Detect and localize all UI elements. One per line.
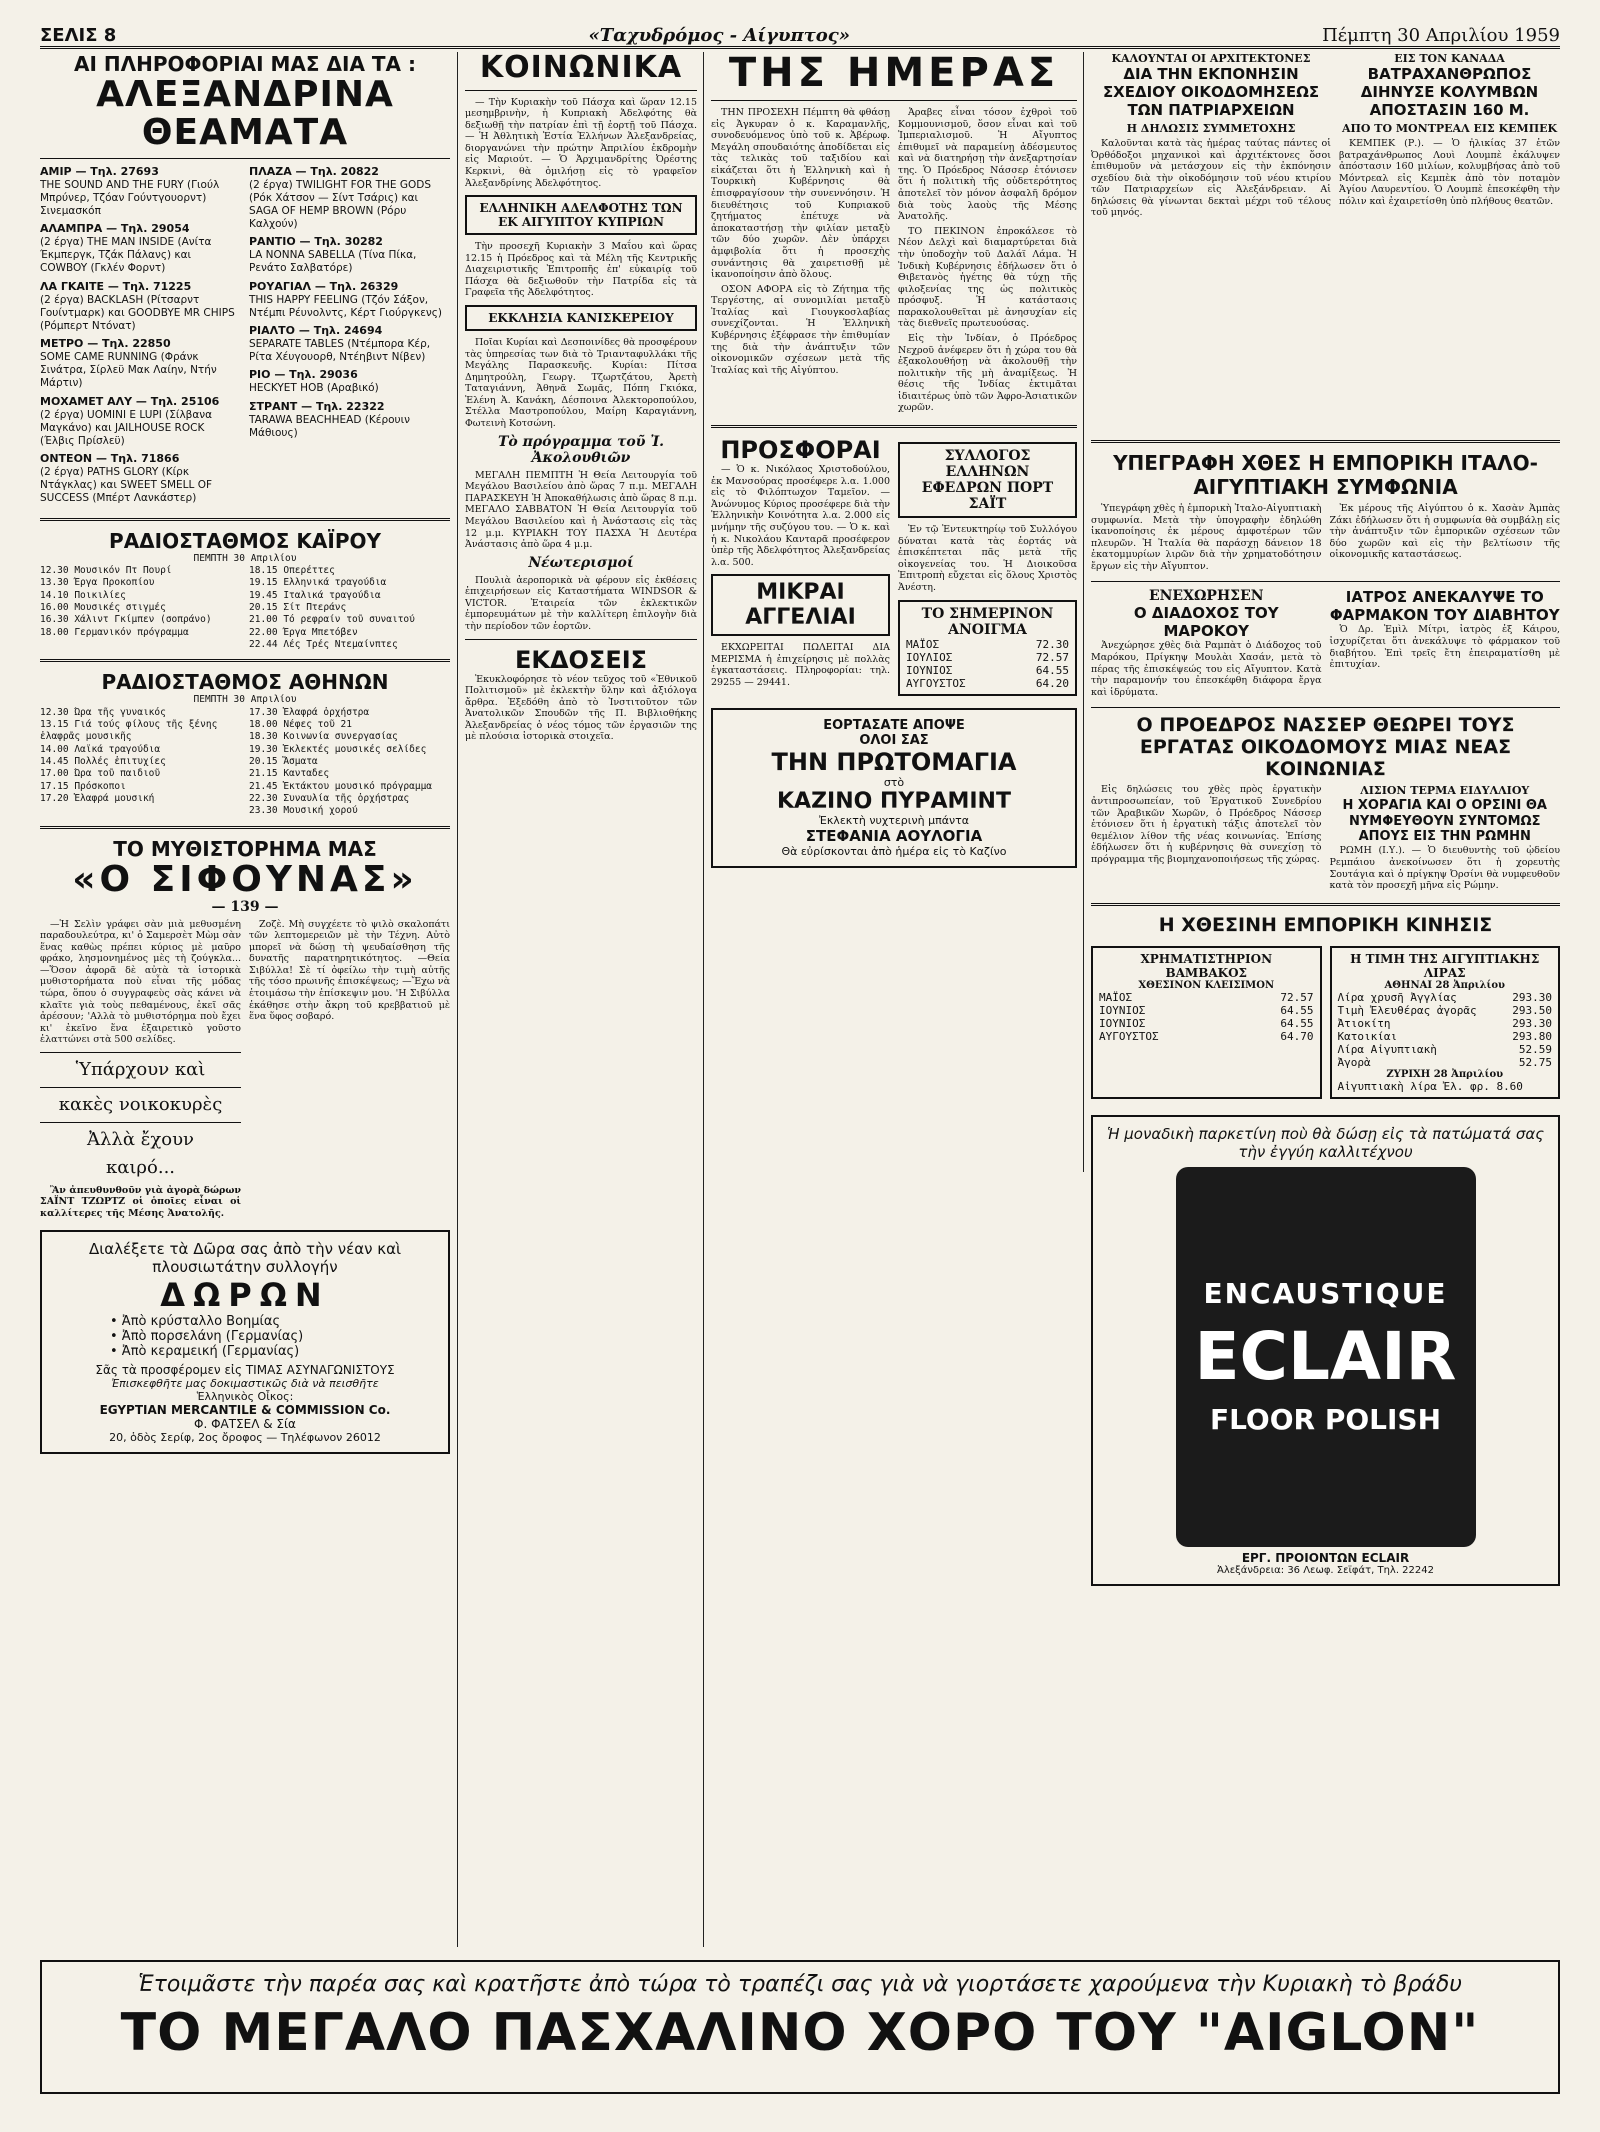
price-label: ΙΟΥΝΙΟΣ: [1099, 1016, 1146, 1030]
novel-episode: — 139 —: [211, 898, 279, 915]
nasser-headline: Ο ΠΡΟΕΔΡΟΣ ΝΑΣΣΕΡ ΘΕΩΡΕΙ ΤΟΥΣ ΕΡΓΑΤΑΣ ΟΙΚΟΔΟΜΟΥΣ ΜΙΑΣ ΝΕΑΣ ΚΟΙΝΩΝΙΑΣ: [1136, 714, 1515, 781]
frogman-kicker: ΕΙΣ ΤΟΝ ΚΑΝΑΔΑ: [1394, 52, 1505, 65]
social-text-6: Ἐκυκλοφόρησε τὸ νέον τεῦχος τοῦ «Ἐθνικοῦ Πολιτισμοῦ» μὲ ἐκλεκτὴν ὕλην καὶ ἀξιόλογα ἄρθρα. Ἐξεδόθη ἀπὸ τὸ Ἰνστιτοῦτον τῶν Ἀνατολικῶν Σπουδῶν τῆς Π. Βιβλιοθήκης Ἀλεξανδρείας ὁ νέος τόμος τῶν ἐργασιῶν της μὲ πλούσια ἱστορικὰ στοιχεῖα.: [465, 673, 697, 743]
radio-cairo-title: ΡΑΔΙΟΣΤΑΘΜΟΣ ΚΑΪΡΟΥ: [109, 528, 381, 553]
casino-ad-line4: ΣΤΕΦΑΝΙΑ ΑΟΥΛΟΓΙΑ: [805, 826, 983, 845]
eclair-word-3: FLOOR POLISH: [1209, 1403, 1442, 1437]
price-label: Ἀτιοκίτη: [1337, 1016, 1391, 1030]
of-the-day-text-2: Ἀραβες εἶναι τόσον ἐχθροὶ τοῦ Κομμουνισμοῦ, ὅσον εἶναι καὶ τοῦ Ἰμπεριαλισμοῦ. Ἡ Αἴγυπτος ἐπιθυμεῖ νὰ παραμείνῃ ἀδέσμευτος καὶ νὰ διατηρήσῃ τὴν ἀνεξαρτησίαν της. Ὁ Πρόεδρος Νάσσερ ἐτόνισεν ὅτι ἡ πολιτικὴ τῆς οὐδετερότητος ἀποτελεῖ τὸν μόνον ἀσφαλῆ δρόμον διὰ τοὺς λαοὺς τῆς Μέσης Ἀνατολῆς.: [898, 107, 1077, 223]
eclair-address: Ἀλεξάνδρεια: 36 Λεωφ. Σεϊφάτ, Τηλ. 22242: [1217, 1564, 1434, 1576]
cinema-name: ΡΙΑΛΤΟ — Τηλ. 24694: [249, 323, 383, 337]
column-frogman: [1339, 52, 1560, 432]
today-prices-list: [906, 638, 1069, 690]
price-value: 72.30: [1035, 637, 1069, 651]
architects-text: Καλοῦνται κατὰ τὰς ἡμέρας ταύτας πάντες οἱ Ὀρθόδοξοι μηχανικοὶ καὶ ἀρχιτέκτονες ὅσοι ἐπιθυμοῦν νὰ μετάσχουν εἰς τὴν ἐκπόνησιν σχεδίου διὰ τὴν οἰκοδόμησιν τοῦ νέου κτιρίου τῶν Πατριαρχείων εἰς Ἀλεξάνδρειαν. Αἱ δηλώσεις θὰ γίνωνται δεκταὶ μέχρι τοῦ τέλους τοῦ μηνός.: [1091, 138, 1331, 219]
gifts-ad-title: ΔΩΡΩΝ: [160, 1276, 330, 1315]
gifts-ad: [40, 1230, 450, 1454]
novelties-subhead: Νέωτερισμοί: [528, 554, 634, 571]
price-row: [906, 651, 1069, 664]
cinema-name: ΜΕΤΡΟ — Τηλ. 22850: [40, 337, 171, 351]
cinema-entry: [40, 452, 241, 506]
novel-text-a: —Ἡ Σελὶν γράφει σὰν μιὰ μεθυσμένη παραδουλεύτρα, κι' ὁ Σαμερσὲτ Μὼμ σὰν ἕνας καθὼς πρέπει κύριος μὲ μαῦρο φράκο, λησμονημένος μὲς τὴ ζούγκλα... —Ὅσον ἀφορᾶ δὲ αὐτὰ τὰ ἱστορικὰ μυθιστορήματα ποὺ εἶναι τῆς μόδας τώρα, ὅπου ὁ συγγραφεὺς σὰς κάνει νὰ κλαῖτε γιὰ τοὺς πεθαμένους, ἐκεῖ σᾶς ἀρέσουν; 'Αλλὰ τὸ μυθιστόρημα ποὺ ἔχει κι' ἐκεῖνο ἕνα ἐξαιρετικὸ γοῦστο ἐλαττώνει στὰ 500 σελίδες.: [40, 918, 241, 1046]
frogman-headline: ΒΑΤΡΑΧΑΝΘΡΩΠΟΣ ΔΙΗΝΥΣΕ ΚΟΛΥΜΒΩΝ ΑΠΟΣΤΑΣΙΝ 160 Μ.: [1360, 65, 1539, 119]
cotton-subtitle: ΧΘΕΣΙΝΟΝ ΚΛΕΙΣΙΜΟΝ: [1138, 979, 1275, 991]
radio-item: 14.10 Ποικιλίες: [40, 589, 126, 601]
novel-text-b: Ζοζὲ. Μὴ συγχέετε τὸ ψιλὸ σκαλοπάτι τῶν λεπτομερειῶν μὲ τὴν Τέχνη. Αὐτὸ μπορεῖ νὰ δώσῃ τὴ ψευδαίσθηση τῆς δυνατῆς παρατηρητικότητος. —Θεία Σιβύλλα! Σὲ τί ὀφείλω τὴν τιμὴ αὐτῆς τῆς τόσο πρωινῆς ἐπισκέψεως; —Ἔχω νὰ ἐτοιμάσω τὴν ἐπίσκεψιν μου. 'Η Σιβύλλα ἐκάθησε στὴν ἄκρη τοῦ κρεββατιοῦ μὲ ἕνα ὕφος σοβαρό.: [249, 918, 450, 1023]
cotton-prices: [1099, 991, 1314, 1043]
lira-subtitle: ΑΘΗΝΑΙ 28 Ἀπριλίου: [1384, 979, 1505, 991]
trade-agreement-text-a: Ὑπεγράφη χθὲς ἡ ἐμπορικὴ Ἰταλο-Αἰγυπτιακὴ συμφωνία. Μετὰ τὴν ὑπογραφὴν ἐδηλώθη ἱκανοποίησις ἐκ μέρους ἀμφοτέρων τῶν πλευρῶν. Ἡ Ἰταλία θὰ παράσχῃ δάνειον 18 ἑκατομμυρίων λιρῶν διὰ τὴν χρηματοδότησιν ἔργων εἰς τὴν Αἴγυπτον.: [1091, 503, 1322, 572]
price-label: Κατοικίαι: [1337, 1029, 1398, 1043]
gifts-ad-house: Ἑλληνικὸς Οἶκος:: [196, 1390, 294, 1404]
cinema-program: HECKYET HOB (Αραβικό): [249, 382, 379, 395]
radio-item: 18.15 Οπερέττες: [249, 564, 335, 576]
lira-title: Η ΤΙΜΗ ΤΗΣ ΑΙΓΥΠΤΙΑΚΗΣ ΛΙΡΑΣ: [1350, 951, 1540, 980]
lira-zurich: ΖΥΡΙΧΗ 28 Ἀπριλίου: [1386, 1068, 1504, 1080]
gift-item: • Ἀπὸ κρύσταλλο Βοημίας: [110, 1314, 281, 1330]
trade-agreement-text-b: Ἐκ μέρους τῆς Αἰγύπτου ὁ κ. Χασὰν Ἀμπὰς Ζάκι ἐδήλωσεν ὅτι ἡ συμφωνία θὰ συμβάλῃ εἰς τὴν ἀνάπτυξιν τῶν ἐμπορικῶν σχέσεων τῶν δύο χωρῶν καὶ εἰς τὴν βελτίωσιν τῆς οἰκονομικῆς καταστάσεως.: [1329, 503, 1560, 561]
trade-agreement-headline: ΥΠΕΓΡΑΦΗ ΧΘΕΣ Η ΕΜΠΟΡΙΚΗ ΙΤΑΛΟ-ΑΙΓΥΠΤΙΑΚΗ ΣΥΜΦΩΝΙΑ: [1113, 451, 1538, 499]
social-text-3: Ποῖαι Κυρίαι καὶ Δεσποινίδες θὰ προσφέρουν τὰς ὑπηρεσίας των διὰ τὸ Τριανταφυλλάκι τῆς Μεγάλης Παρασκευῆς. Κυρίαι: Πίτσα Δημητρούλη, Γεωργ. Τζωρτζάτου, Ἀρετὴ Ταταγιάννη, Ἀθηνᾶ Σωμᾶς, Πόπη Γκιόκα, Ἐλένη Ἀ. Κανάκη, Δέσποινα Ἀλεκτοροπούλου, Στέλλα Μαστροπούλου, Μαίρη Καραγιάννη, Φωτεινὴ Κοτσώνη.: [465, 337, 697, 430]
price-value: 72.57: [1035, 650, 1069, 664]
market-headline: Η ΧΘΕΣΙΝΗ ΕΜΠΟΡΙΚΗ ΚΙΝΗΣΙΣ: [1158, 913, 1493, 936]
small-ad-3: Ἀλλὰ ἔχουν: [87, 1128, 194, 1150]
radio-item: 21.45 Ἐκτάκτου μουσικό πρόγραμμα: [249, 780, 433, 792]
radio-item: 14.45 Πολλές ἐπιτυχίες: [40, 756, 166, 768]
radio-item: 19.30 Ἐκλεκτές μουσικές σελίδες: [249, 743, 427, 755]
price-value: 293.80: [1512, 1029, 1552, 1043]
casino-ad-line3: Ἐκλεκτὴ νυχτερινὴ μπάντα: [819, 813, 969, 827]
today-prices-title: ΤΟ ΣΗΜΕΡΙΝΟΝ ΑΝΟΙΓΜΑ: [921, 605, 1054, 638]
radio-item: 22.44 Λές Τρές Ντεμαίνπτες: [249, 639, 398, 650]
cinema-program: (2 έργα) PATHS GLORY (Κίρκ Ντάγκλας) και SWEET SMELL OF SUCCESS (Μπέρτ Λανκάστερ): [40, 466, 212, 505]
cinema-entry: [40, 337, 241, 391]
cinema-name: ΛΑ ΓΚΑΙΤΕ — Τηλ. 71225: [40, 279, 192, 293]
social-title: ΚΟΙΝΩΝΙΚΑ: [479, 52, 683, 85]
of-the-day-text: [711, 107, 1077, 417]
gift-item: • Ἀπὸ κεραμεική (Γερμανίας): [110, 1344, 300, 1360]
doctor-text: Ὁ Δρ. Ἐμὶλ Μίτρι, ἰατρὸς ἐξ Κάιρου, ἰσχυρίζεται ὅτι ἀνεκάλυψε τὸ φάρμακον τοῦ διαβήτου. Ἐπὶ τρεῖς ἔτη ἐπειραματίσθη μὲ ἐπιτυχίαν.: [1329, 624, 1560, 671]
gifts-ad-company: EGYPTIAN MERCANTILE & COMMISSION Co.: [99, 1403, 391, 1418]
aiglon-banner-line: Ἑτοιμᾶστε τὴν παρέα σας καὶ κρατῆστε ἀπὸ τώρα τὸ τραπέζι σας γιὰ νὰ γιορτάσετε χαρούμενα τὴν Κυριακὴ τὸ βράδυ: [137, 1972, 1463, 1997]
box-cypriot-brotherhood: ΕΛΛΗΝΙΚΗ ΑΔΕΛΦΟΤΗΣ ΤΩΝ ΕΚ ΑΙΓΥΠΤΟΥ ΚΥΠΡΙΩΝ: [465, 195, 697, 235]
radio-item: 12.30 Μουσικόν Πτ Πουρί: [40, 564, 172, 576]
gifts-ad-offer: Σᾶς τὰ προσφέρομεν εἰς ΤΙΜΑΣ ΑΣΥΝΑΓΩΝΙΣΤΟΥΣ: [95, 1363, 395, 1378]
radio-item: 18.00 Γερμανικόν πρόγραμμα: [40, 626, 189, 638]
lira-prices: [1338, 991, 1553, 1069]
column-rule: [1083, 52, 1084, 1172]
cinema-listings: [40, 165, 450, 510]
eclair-word-2: ECLAIR: [1194, 1318, 1457, 1396]
header-date: Πέμπτη 30 Απριλίου 1959: [1322, 25, 1560, 46]
price-row: [1338, 991, 1553, 1004]
radio-item: 18.00 Νέφες τοῦ 21: [249, 719, 352, 731]
cinema-entry: [249, 324, 450, 364]
classifieds-text: ΕΚΧΩΡΕΙΤΑΙ ΠΩΛΕΙΤΑΙ ΔΙΑ ΜΕΡΙΣΜΑ ἡ ἐπιχείρησις μὲ πολλὰς ἐγκαταστάσεις. Πληροφορίαι: τηλ. 29255 — 29441.: [711, 642, 890, 688]
cinema-program: (2 έργα) UOMINI E LUPI (Σίλβανα Μαγκάνο) και JAILHOUSE ROCK (Έλβις Πρίσλεϋ): [40, 408, 213, 447]
of-the-day-text-5: Εἰς τὴν Ἰνδίαν, ὁ Πρόεδρος Νεχροῦ ἀνέφερεν ὅτι ἡ χώρα του θὰ ἐξακολουθήσῃ νὰ ἀκολουθῇ τὴν πολιτικὴν τῆς μὴ ἀναμίξεως. Ἡ θέσις τῆς Ἰνδίας ἐκτιμᾶται ἰδιαιτέρως ὑπὸ τῶν Ἀφρο-Ἀσιατικῶν χωρῶν.: [898, 332, 1077, 414]
radio-item: 22.00 Έργα Μπετόβεν: [249, 626, 358, 638]
radio-item: 19.45 Ιταλικά τραγούδια: [249, 589, 381, 601]
cinema-entry: [40, 395, 241, 449]
casino-ad-mid: στὸ: [883, 775, 905, 789]
price-row: [1099, 1004, 1314, 1017]
price-label: ΙΟΥΝΙΟΣ: [1099, 1003, 1146, 1017]
cinema-name: ΡΟΥΑΓΙΑΛ — Τηλ. 26329: [249, 279, 399, 293]
aiglon-banner-title: ΤΟ ΜΕΓΑΛΟ ΠΑΣΧΑΛΙΝΟ ΧΟΡΟ ΤΟΥ "AIGLON": [120, 2003, 1480, 2063]
cinema-entry: [40, 222, 241, 276]
architects-headline: ΔΙΑ ΤΗΝ ΕΚΠΟΝΗΣΙΝ ΣΧΕΔΙΟΥ ΟΙΚΟΔΟΜΗΣΕΩΣ ΤΩΝ ΠΑΤΡΙΑΡΧΕΙΩΝ: [1102, 65, 1320, 119]
price-label: Λίρα Αἰγυπτιακὴ: [1337, 1042, 1437, 1056]
cinema-name: ΠΛΑΖΑ — Τηλ. 20822: [249, 164, 379, 178]
offerings-text: — Ὁ κ. Νικόλαος Χριστοδούλου, ἐκ Μανσούρας προσέφερε λ.α. 1.000 εἰς τὸ Φιλόπτωχον Ταμεῖον. — Ἀνώνυμος Κύριος προσέφερε διὰ τὴν Ἑλληνικὴν Κοινότητα λ.α. 2.000 εἰς μνήμην τῆς συζύγου του. — Ὁ κ. καὶ ἡ κ. Νικολάου Κανταρᾶ προσέφερον ὑπὲρ τῆς Ἀδελφότητος Ἀλεξανδρείας λ.α. 500.: [711, 464, 890, 568]
cinema-entry: [249, 368, 450, 395]
price-row: [906, 638, 1069, 651]
radio-athens-program: [40, 707, 450, 818]
novel-text: [40, 919, 450, 1223]
eclair-maker: ΕΡΓ. ΠΡΟΙΟΝΤΩΝ ECLAIR: [1241, 1550, 1410, 1565]
price-row: [1099, 1017, 1314, 1030]
cinema-program: (2 έργα) BACKLASH (Ρίτσαρντ Γουίντμαρκ) και GOODBYE MR CHIPS (Ρόμπερτ Ντόνατ): [40, 293, 235, 332]
radio-item: 16.00 Μουσικές στιγμές: [40, 601, 166, 613]
novel-section-title: ΤΟ ΜΥΘΙΣΤΟΡΗΜΑ ΜΑΣ: [113, 836, 377, 861]
casino-ad-title1: ΤΗΝ ΠΡΩΤΟΜΑΓΙΑ: [771, 747, 1017, 776]
eclair-word-1: ENCAUSTIQUE: [1203, 1277, 1448, 1311]
cinema-program: LA NONNA SABELLA (Τίνα Πίκα, Ρενάτο Σαλβατόρε): [249, 249, 417, 275]
cinema-program: THE SOUND AND THE FURY (Γιούλ Μπρύνερ, Τζόαν Γούντγουορντ) Σινεμασκόπ: [40, 178, 220, 217]
price-label: Τιμὴ Ἐλευθέρας ἀγορᾶς: [1337, 1003, 1477, 1017]
services-subhead: Τὸ πρόγραμμα τοῦ Ἰ. Ἀκολουθιῶν: [497, 433, 665, 466]
crown-prince-headline: Ο ΔΙΑΔΟΧΟΣ ΤΟΥ ΜΑΡΟΚΟΥ: [1133, 604, 1279, 641]
radio-item: 17.30 Ἐλαφρά ὀρχήστρα: [249, 706, 370, 718]
architects-subhead: Η ΔΗΛΩΣΙΣ ΣΥΜΜΕΤΟΧΗΣ: [1126, 122, 1296, 135]
cinema-entry: [40, 280, 241, 334]
crown-prince-text: Ἀνεχώρησε χθὲς διὰ Ραμπὰτ ὁ Διάδοχος τοῦ Μαρόκου, Πρίγκηψ Μουλὰι Χασάν, μετὰ τὸ πέρας τῆς ἐπισκέψεώς του εἰς Αἴγυπτον. Κατὰ τὴν παραμονήν του ἐπεσκέφθη διάφορα ἔργα καὶ ἱδρύματα.: [1091, 640, 1322, 698]
price-row: [1338, 1017, 1553, 1030]
price-value: 293.30: [1512, 1016, 1552, 1030]
page-header: [40, 18, 1560, 49]
of-the-day-text-4: ΟΣΟΝ ΑΦΟΡΑ εἰς τὸ Ζήτημα τῆς Τεργέστης, αἱ συνομιλίαι μεταξὺ Ἰταλίας καὶ Γιουγκοσλαβίας συνεχίζονται. Ἡ Ἑλληνικὴ Κυβέρνησις ἐξέφρασε τὴν ἐπιθυμίαν της διὰ τὴν ἀνάπτυξιν τῶν οἰκονομικῶν σχέσεων μετὰ τῆς Ἰταλίας καὶ τῆς Αἰγύπτου.: [711, 283, 890, 376]
column-rule: [457, 52, 458, 1947]
rome-kicker: ΛΙΣΙΟΝ ΤΕΡΜΑ ΕΙΔΥΛΛΙΟΥ: [1360, 784, 1530, 798]
cinema-name: ΡΙΟ — Τηλ. 29036: [249, 368, 358, 382]
radio-item: 16.30 Χάλιντ Γκίμπεν (σοπράνο): [40, 614, 212, 626]
syllogos-title: ΣΥΛΛΟΓΟΣ ΕΛΛΗΝΩΝ ΕΦΕΔΡΩΝ ΠΟΡΤ ΣΑΪΤ: [898, 442, 1077, 518]
casino-ad-line5: Θὰ εὐρίσκονται ἀπὸ ἡμέρα εἰς τὸ Καζίνο: [781, 844, 1007, 858]
radio-item: 12.30 Ώρα τῆς γυναικός: [40, 706, 166, 718]
radio-item: 20.15 Ἄσματα: [249, 756, 318, 768]
cinema-program: THIS HAPPY FEELING (Τζόν Σάξον, Ντέμπι Ρέυνολντς, Κέρτ Γιούργκενς): [249, 293, 443, 319]
price-value: 52.59: [1518, 1042, 1552, 1056]
small-ad-2: κακὲς νοικοκυρὲς: [58, 1093, 223, 1115]
price-value: 72.57: [1280, 990, 1314, 1004]
gifts-ad-items: [50, 1314, 440, 1359]
small-ad-4: καιρό...: [105, 1156, 176, 1178]
column-right-wide: [1091, 440, 1560, 1920]
syllogos-text: Ἐν τῷ Ἐντευκτηρίῳ τοῦ Συλλόγου δύναται κατὰ τὰς ἑορτάς νὰ ἐπισκέπτεται πᾶς μετὰ τῆς οἰκογενείας του. Ἡ Διοικοῦσα Ἐπιτροπὴ εὔχεται εἰς ὅλους Χριστὸς Ἀνέστη.: [898, 524, 1077, 593]
price-row: [906, 677, 1069, 690]
cinema-program: SOME CAME RUNNING (Φράνκ Σινάτρα, Σίρλεϋ Μακ Λαίην, Ντήν Μάρτιν): [40, 351, 217, 390]
cinema-entry: [249, 280, 450, 320]
column-architects: [1091, 52, 1331, 432]
column-social: [465, 52, 697, 1947]
radio-item: 14.00 Λαϊκά τραγούδια: [40, 743, 161, 755]
gifts-ad-address: 20, ὁδὸς Σερίφ, 2ος ὄροφος — Τηλέφωνον 26012: [109, 1431, 381, 1445]
box-church: ΕΚΚΛΗΣΙΑ ΚΑΝΙΣΚΕΡΕΙΟΥ: [465, 305, 697, 331]
social-text-2: Τὴν προσεχῆ Κυριακὴν 3 Μαΐου καὶ ὥρας 12.15 ἡ Πρόεδρος καὶ τὰ Μέλη τῆς Κεντρικῆς Διαχειριστικῆς Ἐπιτροπῆς ἐπ' εὐκαιρίᾳ τοῦ Πάσχα θὰ δεξιωθοῦν τὴν Πατρίδα εἰς τὰ Γραφεῖα τῆς Ἀδελφότητος.: [465, 241, 697, 299]
radio-item: 19.15 Ελληνικά τραγούδια: [249, 577, 387, 589]
of-the-day-text-1: ΤΗΝ ΠΡΟΣΕΧΗ Πέμπτη θὰ φθάσῃ εἰς Ἀγκυραν ὁ κ. Καραμανλῆς, συνοδευόμενος ὑπὸ τοῦ κ. Ἀβέρωφ. Μεγάλη σπουδαιότης ἀποδίδεται εἰς τὰς τελικὰς τοῦ ταξιδίου καὶ εἰκάζεται ὅτι ἡ Ἑλληνικὴ καὶ ἡ Τουρκικὴ Κυβέρνησις θὰ ἐπισφραγίσουν τὴν συνεννόησιν. Ἡ διευθέτησις τοῦ Κυπριακοῦ ζητήματος ἐπέτυχε νὰ ἀποκαταστήσῃ τὴν φιλίαν μεταξὺ τῶν δύο χωρῶν. Δὲν ὑπάρχει ἀμφιβολία ὅτι ἡ προσεχὴς συνάντησις θὰ χαιρετισθῇ μὲ ἰκανοποίησιν ἀπὸ ὅλους.: [711, 107, 890, 281]
publications-title: ΕΚΔΟΣΕΙΣ: [514, 645, 648, 674]
radio-item: 21.15 Κανταδες: [249, 768, 330, 780]
casino-ad: [711, 708, 1077, 868]
cinema-list-right: [249, 165, 450, 510]
aiglon-banner: [40, 1960, 1560, 2094]
price-label: ΙΟΥΝΙΟΣ: [906, 663, 953, 677]
price-label: Λίρα χρυσῆ Ἀγγλίας: [1337, 990, 1457, 1004]
gift-item: • Ἀπὸ πορσελάνη (Γερμανίας): [110, 1329, 304, 1345]
radio-item: 23.30 Μουσική χορού: [249, 805, 358, 817]
price-row: [1338, 1004, 1553, 1017]
price-value: 293.30: [1512, 990, 1552, 1004]
rome-text: ΡΩΜΗ (Ι.Υ.). — Ὁ διευθυντὴς τοῦ ᾠδείου Ρεμπάιου ἀνεκοίνωσεν ὅτι ἡ χορευτὴς Σουτάγια καὶ ὁ πρίγκηψ Ὀρσίνι θὰ νυμφευθοῦν κατὰ τὸν προσεχῆ μῆνα εἰς Ρώμην.: [1329, 845, 1560, 892]
radio-item: 22.30 Συναυλία τῆς ὀρχήστρας: [249, 793, 410, 805]
casino-ad-title2: ΚΑΖΙΝΟ ΠΥΡΑΜΙΝΤ: [777, 788, 1011, 814]
radio-athens-date: ΠΕΜΠΤΗ 30 Απριλίου: [193, 694, 297, 706]
cinema-program: TARAWA BEACHHEAD (Κέρουιν Μάθιους): [249, 413, 411, 439]
small-ad-1: Ὑπάρχουν καὶ: [75, 1058, 206, 1080]
radio-athens-title: ΡΑΔΙΟΣΤΑΘΜΟΣ ΑΘΗΝΩΝ: [101, 670, 389, 695]
gifts-ad-intro: Διαλέξετε τὰ Δῶρα σας ἀπὸ τὴν νέαν καὶ πλουσιωτάτην συλλογήν: [88, 1240, 402, 1277]
social-text-4: ΜΕΓΑΛΗ ΠΕΜΠΤΗ Ἡ Θεία Λειτουργία τοῦ Μεγάλου Βασιλείου ἀπὸ ὥρας 7 π.μ. ΜΕΓΑΛΗ ΠΑΡΑΣΚΕΥΗ Ἡ Ἀποκαθήλωσις ἀπὸ ὥρας 8 π.μ. ΜΕΓΑΛΟ ΣΑΒΒΑΤΟΝ Ἡ Θεία Λειτουργία τοῦ Μεγάλου Βασιλείου καὶ ἡ Ἀνάστασις εἰς τὰς 12 μ.μ. ΚΥΡΙΑΚΗ ΤΟΥ ΠΑΣΧΑ Ἡ Δευτέρα Ἀνάστασις ἀπὸ ὥρα 4 μ.μ.: [465, 469, 697, 551]
radio-cairo-program: [40, 565, 450, 651]
header-page-number: ΣΕΛΙΣ 8: [40, 25, 117, 46]
price-value: 64.55: [1035, 663, 1069, 677]
price-label: Ἀγορὰ: [1337, 1055, 1371, 1069]
header-masthead: «Ταχυδρόμος - Αίγυπτος»: [588, 25, 850, 46]
classifieds-title: ΜΙΚΡΑΙ ΑΓΓΕΛΙΑΙ: [745, 580, 856, 631]
casino-ad-line1: ΕΟΡΤΑΣΑΤΕ ΑΠΟΨΕ: [823, 717, 965, 733]
cinema-name: ΜΟΧΑΜΕΤ ΑΛΥ — Τηλ. 25106: [40, 394, 220, 408]
social-text-5: Πουλιὰ ἀεροπορικὰ νὰ φέρουν εἰς ἐκθέσεις ἐπιχειρήσεων εἰς Καταστήματα WINDSOR & VICTOR. Ἑταιρεία τῶν ἐκλεκτικῶν ἐμπορευμάτων μὲ τὴν καλλίτερη ἐπιλογὴν διὰ τὴν περίοδον τῶν ἑορτῶν.: [465, 574, 697, 632]
novel-title: «Ο ΣΙΦΟΥΝΑΣ»: [72, 858, 418, 900]
cinema-name: ΑΜΙΡ — Τηλ. 27693: [40, 164, 159, 178]
radio-cairo-date: ΠΕΜΠΤΗ 30 Απριλίου: [193, 552, 297, 564]
cinema-list-left: [40, 165, 241, 510]
cinema-program: (2 έργα) TWILIGHT FOR THE GODS (Ρόκ Χάτσον — Σίντ Τσάρις) και SAGA OF HEMP BROWN (Ρόρυ Καλχούν): [249, 178, 432, 231]
price-value: 52.75: [1518, 1055, 1552, 1069]
price-value: 64.55: [1280, 1016, 1314, 1030]
price-value: 64.20: [1035, 676, 1069, 690]
cinema-name: ΣΤΡΑΝΤ — Τηλ. 22322: [249, 399, 385, 413]
radio-item: 18.30 Κοινωνία συνεργασίας: [249, 731, 398, 743]
doctor-headline: ΙΑΤΡΟΣ ΑΝΕΚΑΛΥΨΕ ΤΟ ΦΑΡΜΑΚΟΝ ΤΟΥ ΔΙΑΒΗΤΟΥ: [1329, 588, 1560, 625]
price-value: 64.55: [1280, 1003, 1314, 1017]
price-row: [1338, 1030, 1553, 1043]
frogman-subhead: ΑΠΟ ΤΟ ΜΟΝΤΡΕΑΛ ΕΙΣ ΚΕΜΠΕΚ: [1341, 122, 1558, 135]
radio-item: 21.00 Τό ρεφραίν τοῦ συναιτού: [249, 614, 415, 626]
cinema-entry: [249, 235, 450, 275]
architects-kicker: ΚΑΛΟΥΝΤΑΙ ΟΙ ΑΡΧΙΤΕΚΤΟΝΕΣ: [1111, 52, 1311, 65]
price-row: [906, 664, 1069, 677]
column-rule: [703, 52, 704, 1947]
eclair-slogan: Ἡ μοναδικὴ παρκετίνη ποὺ θὰ δώσῃ εἰς τὰ πατώματά σας τὴν ἐγγύη καλλιτέχνου: [1106, 1124, 1545, 1161]
cinema-program: (2 έργα) THE MAN INSIDE (Ανίτα Έκμπεργκ, Τζάκ Πάλανς) και COWBOY (Γκλέν Φορντ): [40, 236, 212, 275]
price-label: ΑΥΓΟΥΣΤΟΣ: [906, 676, 966, 690]
eclair-can: [1176, 1167, 1476, 1547]
price-row: [1099, 991, 1314, 1004]
price-label: ΜΑΪΟΣ: [1099, 990, 1133, 1004]
price-value: 293.50: [1512, 1003, 1552, 1017]
cinema-entry: [249, 165, 450, 232]
price-row: [1099, 1030, 1314, 1043]
radio-item: 17.20 Ἐλαφρά μουσική: [40, 793, 155, 805]
price-label: ΜΑΪΟΣ: [906, 637, 940, 651]
radio-item: 20.15 Σίτ Πτεράνς: [249, 601, 347, 613]
price-label: ΑΥΓΟΥΣΤΟΣ: [1099, 1029, 1159, 1043]
column-of-the-day: [711, 52, 1077, 1947]
cinema-program: SEPARATE TABLES (Ντέμπορα Κέρ, Ρίτα Χέυγουορθ, Ντέηβιντ Νίβεν): [249, 338, 431, 364]
theatres-title: ΑΛΕΞΑΝΔΡΙΝΑ ΘΕΑΜΑΤΑ: [96, 74, 394, 153]
cinema-name: ΑΛΑΜΠΡΑ — Τηλ. 29054: [40, 222, 190, 236]
price-label: ΙΟΥΛΙΟΣ: [906, 650, 953, 664]
cinema-name: ΟΝΤΕΟΝ — Τηλ. 71866: [40, 452, 180, 466]
theatres-kicker: ΑΙ ΠΛΗΡΟΦΟΡΙΑΙ ΜΑΣ ΔΙΑ ΤΑ :: [74, 52, 416, 76]
frogman-text: ΚΕΜΠΕΚ (Ρ.). — Ὁ ἠλικίας 37 ἐτῶν βατραχάνθρωπος Λουὶ Λουμπὲ ἐκάλυψεν ἀπόστασιν 160 μιλίων, κολυμβήσας ἀπὸ τοῦ Μόντρεαλ εἰς Κεμπὲκ ἀπὸ τὸν ποταμὸν Ἁγίου Λαυρεντίου. Ὁ Λουμπὲ ἐπεσκέφθη τὴν πόλιν καὶ ἐχαιρετίσθη ὑπὸ πλήθους θεατῶν.: [1339, 138, 1560, 207]
of-the-day-title: ΤΗΣ ΗΜΕΡΑΣ: [728, 52, 1060, 96]
lira-zurich-row: Αἰγυπτιακὴ λίρα Ἐλ. φρ. 8.60: [1337, 1079, 1523, 1093]
nasser-text: Εἰς δηλώσεις του χθὲς πρὸς ἐργατικὴν ἀντιπροσωπείαν, τοῦ Ἐργατικοῦ Συνεδρίου τῶν Ἀραβικῶν Χωρῶν, ὁ Πρόεδρος Νάσσερ ἐτόνισεν ὅτι ἡ ἐργατικὴ τάξις ἀποτελεῖ τὸν θεμέλιον λίθον τῆς νέας κοινωνίας. Ἐπίσης ἐδήλωσεν ὅτι ἡ κυβέρνησις θὰ συνεχίσῃ τὸ πρόγραμμα τῆς βιομηχανοποιήσεως τῆς χώρας.: [1091, 784, 1322, 865]
rome-headline: Η ΧΟΡΑΓΙΑ ΚΑΙ Ο ΟΡΣΙΝΙ ΘΑ ΝΥΜΦΕΥΘΟΥΝ ΣΥΝΤΟΜΩΣ ΑΠΟΥΣ ΕΙΣ ΤΗΝ ΡΩΜΗΝ: [1342, 797, 1547, 845]
gifts-ad-visit: Ἐπισκεφθῆτε μας δοκιμαστικῶς διὰ νὰ πεισθῆτε: [111, 1377, 379, 1391]
small-ad-text: Ἂν ἀπευθυνθοῦν γιὰ ἀγορὰ δώρων ΣΑΪΝΤ ΤΖΩΡΤΖ οἱ ὁποῖες εἶναι οἱ καλλίτερες τῆς Μέσης Ἀνατολῆς.: [40, 1184, 241, 1219]
of-the-day-text-3: ΤΟ ΠΕΚΙΝΟΝ ἐπροκάλεσε τὸ Νέον Δελχὶ καὶ διαμαρτύρεται διὰ τὴν ὑποδοχὴν τοῦ Δαλάϊ Λάμα. Ἡ Ἰνδικὴ Κυβέρνησις ἐδήλωσεν ὅτι ὁ Θιβετανὸς ἡγέτης θὰ τύχῃ τῆς φιλοξενίας της ὡς πολιτικὸς πρόσφυξ. Ἡ κατάστασις παρακολουθεῖται μὲ ἀνησυχίαν εἰς τὰς διεθνεῖς πρωτευούσας.: [898, 225, 1077, 330]
eclair-ad: [1091, 1115, 1560, 1586]
casino-ad-line2: ΟΛΟΙ ΣΑΣ: [859, 732, 929, 748]
offerings-title: ΠΡΟΣΦΟΡΑΙ: [720, 436, 881, 465]
gifts-ad-owner: Φ. ΦΑΤΣΕΛ & Σία: [194, 1417, 296, 1432]
price-value: 64.70: [1280, 1029, 1314, 1043]
crown-prince-kicker: ΕΝΕΧΩΡΗΣΕΝ: [1148, 588, 1264, 605]
cinema-entry: [40, 165, 241, 219]
radio-item: 17.15 Πρόσκοποι: [40, 780, 126, 792]
column-theatres: [40, 52, 450, 1947]
cinema-entry: [249, 400, 450, 440]
price-row: [1338, 1056, 1553, 1069]
radio-item: 13.30 Έργα Προκοπίου: [40, 577, 155, 589]
radio-item: 13.15 Γιά τούς φίλους τῆς ξένης ἐλαφρᾶς μουσικῆς: [40, 719, 218, 743]
social-text-1: — Τὴν Κυριακὴν τοῦ Πάσχα καὶ ὥραν 12.15 μεσημβρινὴν, ἡ Κυπριακὴ Ἀδελφότης θὰ δεξιωθῇ τὴν πατρίαν ἐπὶ τῇ ἑορτῇ τοῦ Πάσχα. — Ἡ Ἀθλητικὴ Ἑστία Ἑλλήνων Ἀλεξανδρείας, διοργανώνει τὴν πρώτην Ἀπριλίου ἐκδρομὴν εἰς Μαριούτ. — Ὁ Ἀρχιμανδρίτης Ὀρέστης Κερκινὶ, θὰ ὁμιλήσῃ εἰς τὸ γραφεῖον Ἀλεξανδρίνης Ἀδελφότητος.: [465, 96, 697, 189]
cotton-title: ΧΡΗΜΑΤΙΣΤΗΡΙΟΝ ΒΑΜΒΑΚΟΣ: [1140, 951, 1273, 980]
price-row: [1338, 1043, 1553, 1056]
cinema-name: ΡΑΝΤΙΟ — Τηλ. 30282: [249, 235, 383, 249]
radio-item: 17.00 Ώρα τοῦ παιδιοῦ: [40, 768, 161, 780]
